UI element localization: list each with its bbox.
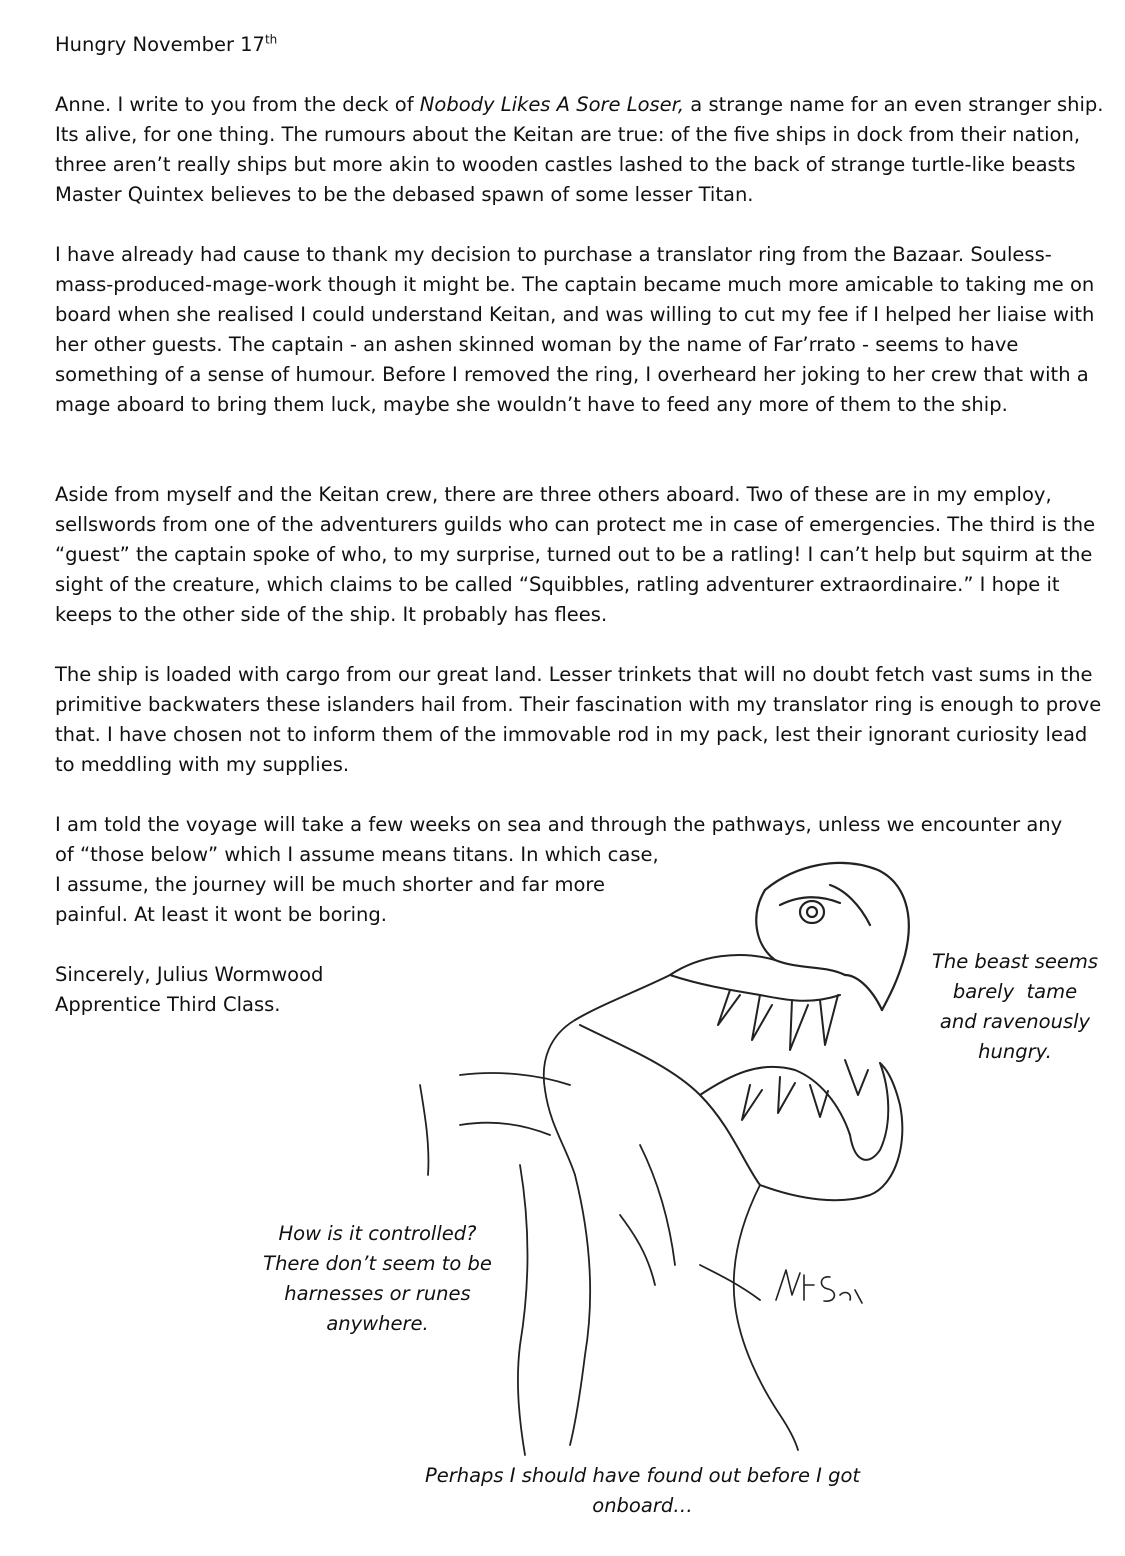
beast-lower-jaw [580, 1025, 902, 1200]
note-line: hungry. [978, 1040, 1052, 1063]
margin-note-beast [915, 947, 1115, 1067]
signature [55, 960, 323, 1020]
ship-name: Nobody Likes A Sore Loser, [419, 93, 685, 116]
paragraph-5-line: I am told the voyage will take a few weeks on sea and through the pathways, unless we encounter any [55, 813, 1063, 836]
margin-note-control [245, 1219, 510, 1339]
note-line: There don’t seem to be [263, 1252, 492, 1275]
beast-upper-jaw [575, 955, 840, 1050]
beast-sketch-illustration [400, 845, 920, 1460]
note-line: How is it controlled? [278, 1222, 477, 1245]
note-line: The beast seems [931, 950, 1099, 973]
note-line: and ravenously [939, 1010, 1091, 1033]
date-ordinal: th [264, 32, 278, 47]
note-line: harnesses or runes [284, 1282, 471, 1305]
entry-heading [55, 30, 277, 60]
entry-date: Hungry November 17 [55, 33, 265, 56]
margin-note-onboard [400, 1461, 885, 1521]
note-line: onboard… [592, 1494, 693, 1517]
paragraph-4: The ship is loaded with cargo from our great land. Lesser trinkets that will no doubt fetch vast sums in the primitive backwaters these islanders hail from. Their fascination with my translator ring is enough to prove that. I have chosen not to inform them of the immovable rod in my pack, lest their ignorant curiosity lead to meddling with my supplies. [55, 663, 1102, 776]
beast-head [756, 863, 909, 1010]
paragraph-5-line: I assume, the journey will be much shorter and far more [55, 873, 605, 896]
note-line: anywhere. [326, 1312, 429, 1335]
paragraph-1-rest: a strange name for an even stranger ship. Its alive, for one thing. The rumours about the Keitan are true: of the five ships in dock from their nation, three aren’t really ships but more akin to wooden castles lashed to the back of strange turtle-like beasts Master Quintex believes to be the debased spawn of some lesser Titan. [55, 93, 1104, 206]
paragraph-3: Aside from myself and the Keitan crew, there are three others aboard. Two of these are in my employ, sellswords from one of the adventurers guilds who can protect me in case of emergencies. The third is the “guest” the captain spoke of who, to my surprise, turned out to be a ratling! I can’t help but squirm at the sight of the creature, which claims to be called “Squibbles, ratling adventurer extraordinaire.” I hope it keeps to the other side of the ship. It probably has flees. [55, 483, 1096, 626]
signature-title: Apprentice Third Class. [55, 993, 281, 1016]
paragraph-1 [55, 90, 1105, 210]
signature-name: Sincerely, Julius Wormwood [55, 963, 324, 986]
artist-signature-mark [776, 1270, 862, 1303]
paragraph-2: I have already had cause to thank my decision to purchase a translator ring from the Bazaar. Souless-mass-produced-mage-work though it might be. The captain became much more amicable to taking me on board when she realised I could understand Keitan, and was willing to cut my fee if I helped her liaise with her other guests. The captain - an ashen skinned woman by the name of Far’rrato - seems to have something of a sense of humour. Before I removed the ring, I overheard her joking to her crew that with a mage aboard to bring them luck, maybe she wouldn’t have to feed any more of them to the ship. [55, 243, 1095, 416]
note-line: barely tame [952, 980, 1078, 1003]
paragraph-5-line: painful. At least it wont be boring. [55, 903, 387, 926]
paragraph-5-line: of “those below” which I assume means titans. In which case, [55, 843, 659, 866]
note-line: Perhaps I should have found out before I got [424, 1464, 861, 1487]
paragraph-1-lead: Anne. I write to you from the deck of [55, 93, 420, 116]
